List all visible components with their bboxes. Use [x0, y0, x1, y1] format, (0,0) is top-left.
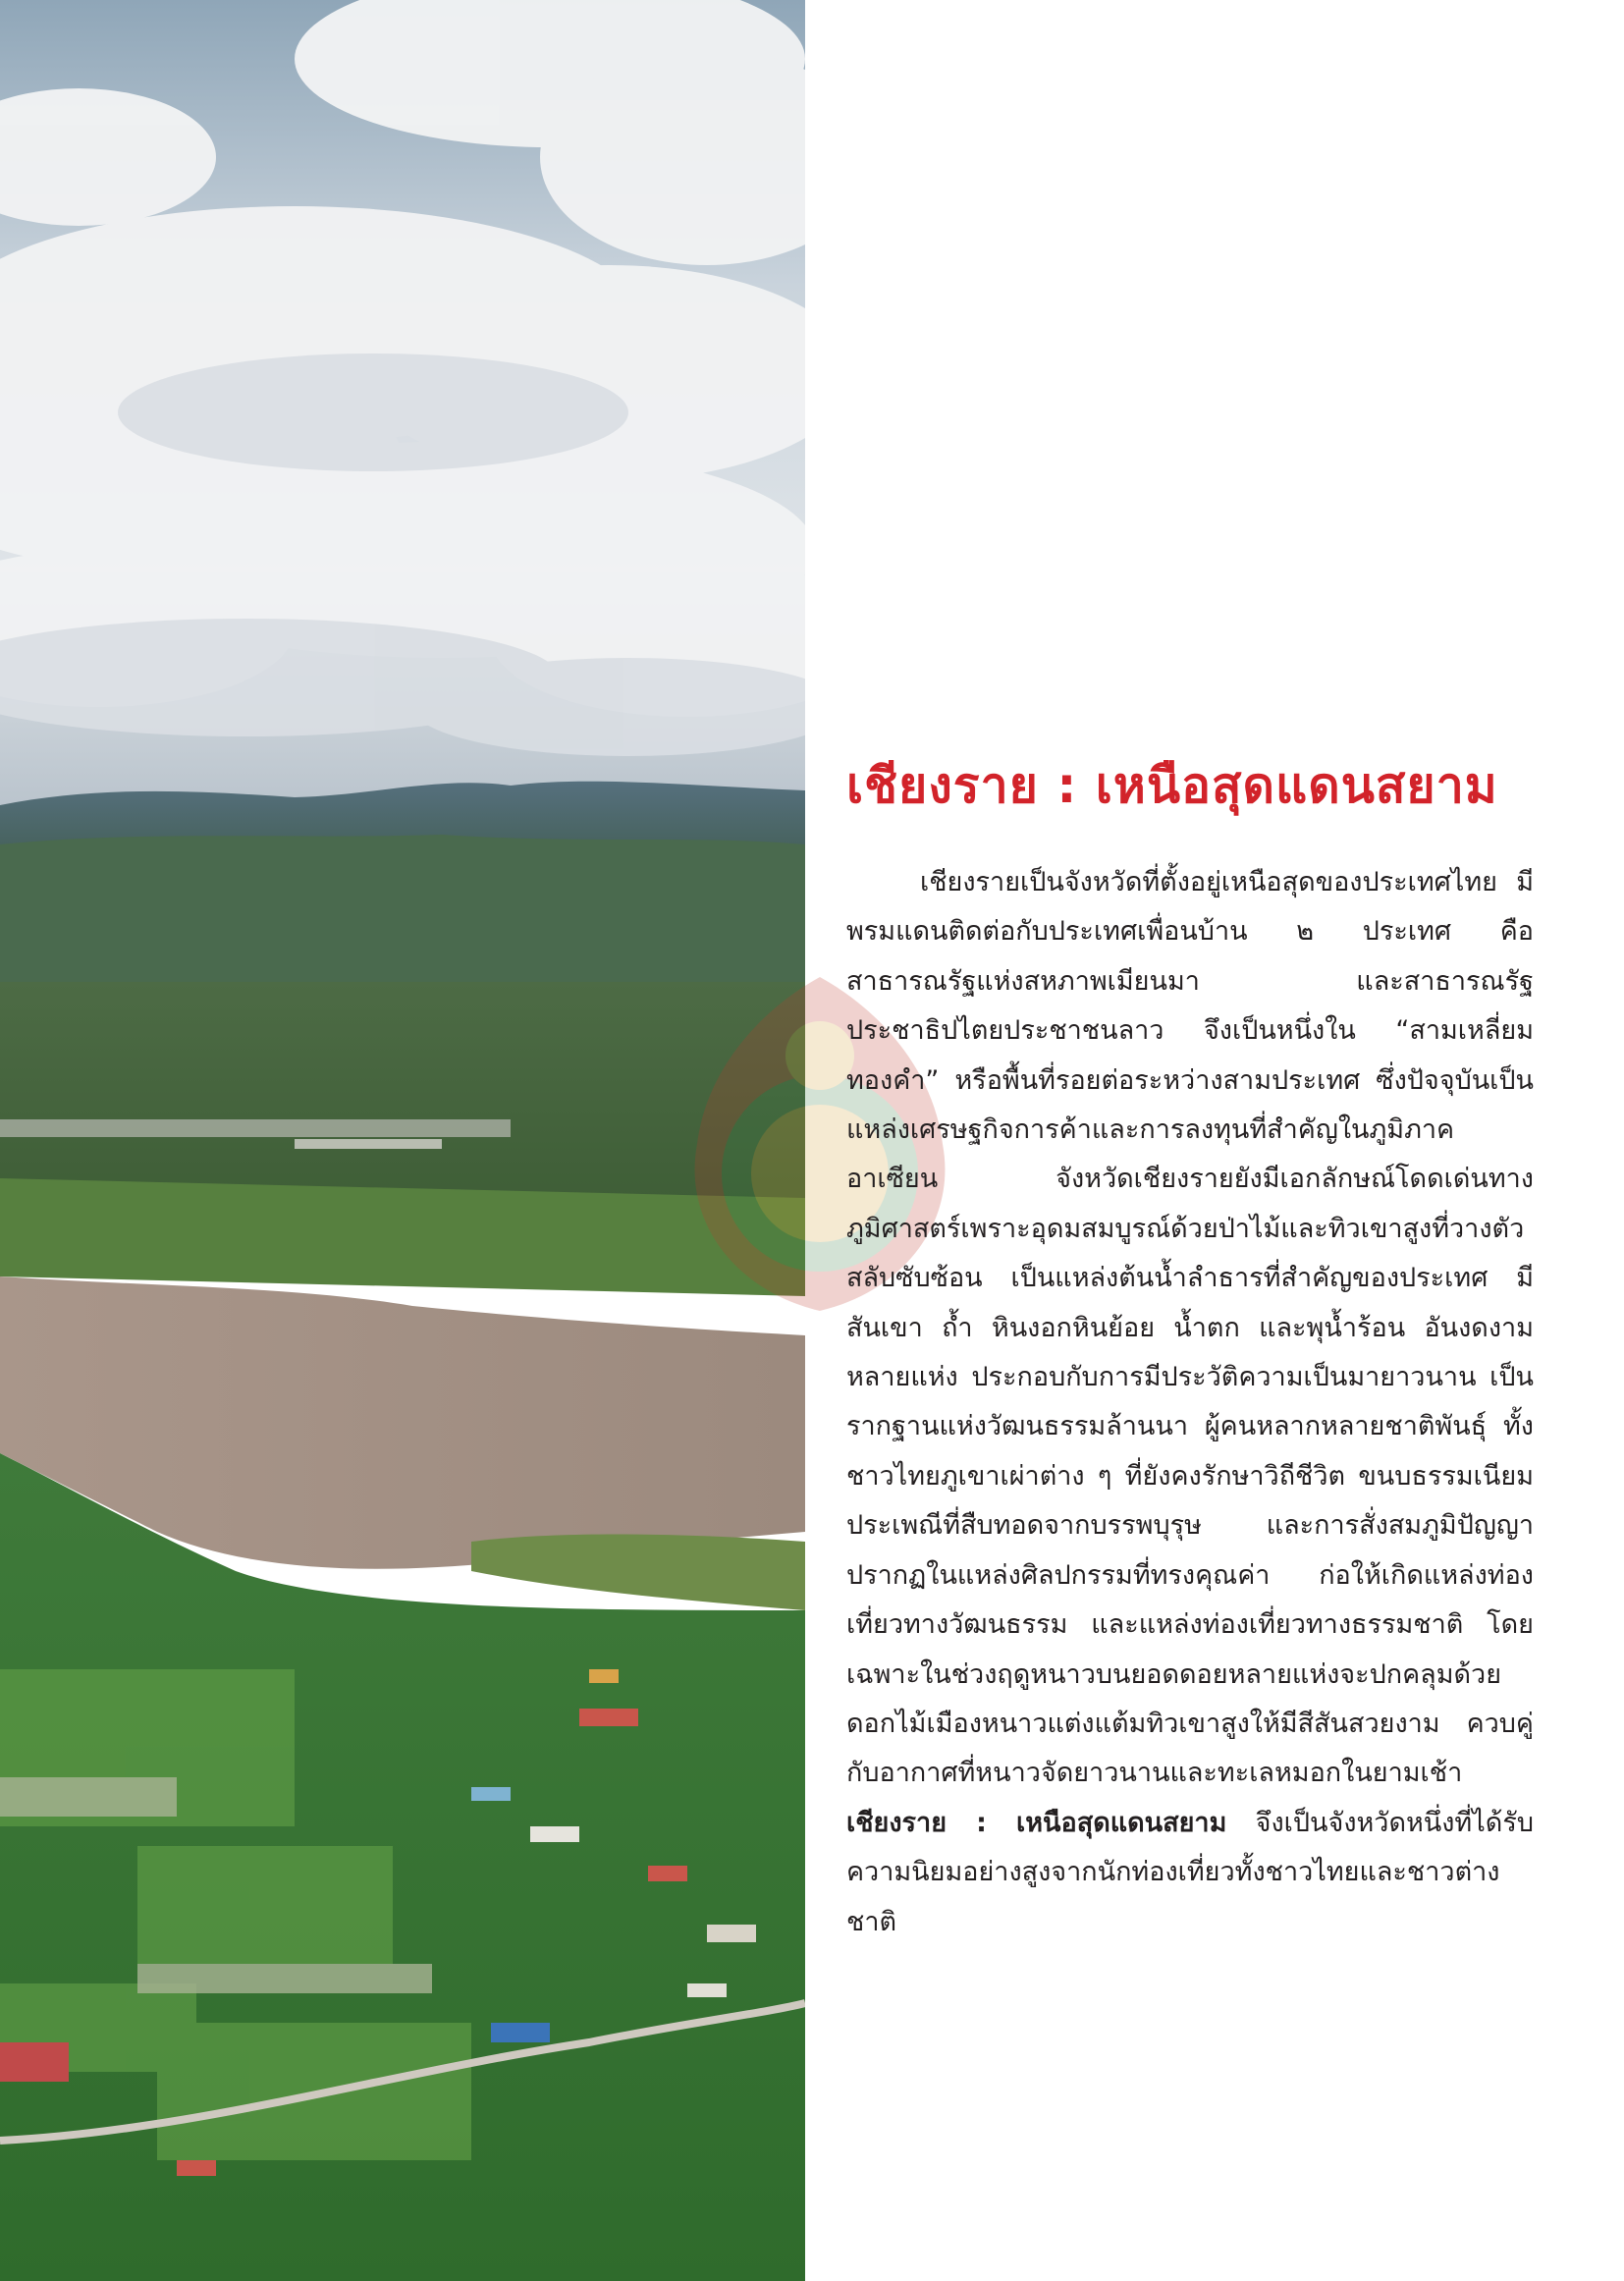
paragraph-part-2: จึงเป็นจังหวัดหนึ่งที่ได้รับความนิยมอย่างสูงจากนักท่องเที่ยวทั้งชาวไทยและชาวต่างชาติ: [846, 1807, 1534, 1937]
landscape-photo: [0, 0, 805, 2281]
paragraph-part-1: เชียงรายเป็นจังหวัดที่ตั้งอยู่เหนือสุดของประเทศไทย มีพรมแดนติดต่อกับประเทศเพื่อนบ้าน ๒ ประเทศ คือ สาธารณรัฐแห่งสหภาพเมียนมา และสาธารณรัฐประชาธิปไตยประชาชนลาว จึงเป็นหนึ่งใน “สามเหลี่ยมทองคำ” หรือพื้นที่รอยต่อระหว่างสามประเทศ ซึ่งปัจจุบันเป็นแหล่งเศรษฐกิจการค้าและการลงทุนที่สำคัญในภูมิภาคอาเซียน จังหวัดเชียงรายยังมีเอกลักษณ์โดดเด่นทางภูมิศาสตร์เพราะอุดมสมบูรณ์ด้วยป่าไม้และทิวเขาสูงที่วางตัวสลับซับซ้อน เป็นแหล่งต้นน้ำลำธารที่สำคัญของประเทศ มีสันเขา ถ้ำ หินงอกหินย้อย น้ำตก และพุน้ำร้อน อันงดงามหลายแห่ง ประกอบกับการมีประวัติความเป็นมายาวนาน เป็นรากฐานแห่งวัฒนธรรมล้านนา ผู้คนหลากหลายชาติพันธุ์ ทั้งชาวไทยภูเขาเผ่าต่าง ๆ ที่ยังคงรักษาวิถีชีวิต ขนบธรรมเนียมประเพณีที่สืบทอดจากบรรพบุรุษ และการสั่งสมภูมิปัญญาปรากฏในแหล่งศิลปกรรมที่ทรงคุณค่า ก่อให้เกิดแหล่งท่องเที่ยวทางวัฒนธรรม และแหล่งท่องเที่ยวทางธรรมชาติ โดยเฉพาะในช่วงฤดูหนาวบนยอดดอยหลายแห่งจะปกคลุมด้วยดอกไม้เมืองหนาวแต่งแต้มทิวเขาสูงให้มีสีสันสวยงาม ควบคู่กับอากาศที่หนาวจัดยาวนานและทะเลหมอกในยามเช้า: [846, 867, 1534, 1789]
article-title: เชียงราย : เหนือสุดแดนสยาม: [846, 757, 1498, 814]
landscape-image: [0, 0, 805, 2281]
paragraph-emphasis: เชียงราย : เหนือสุดแดนสยาม: [846, 1807, 1227, 1838]
article-column: [846, 756, 1534, 1947]
article-paragraph: [846, 858, 1534, 1947]
